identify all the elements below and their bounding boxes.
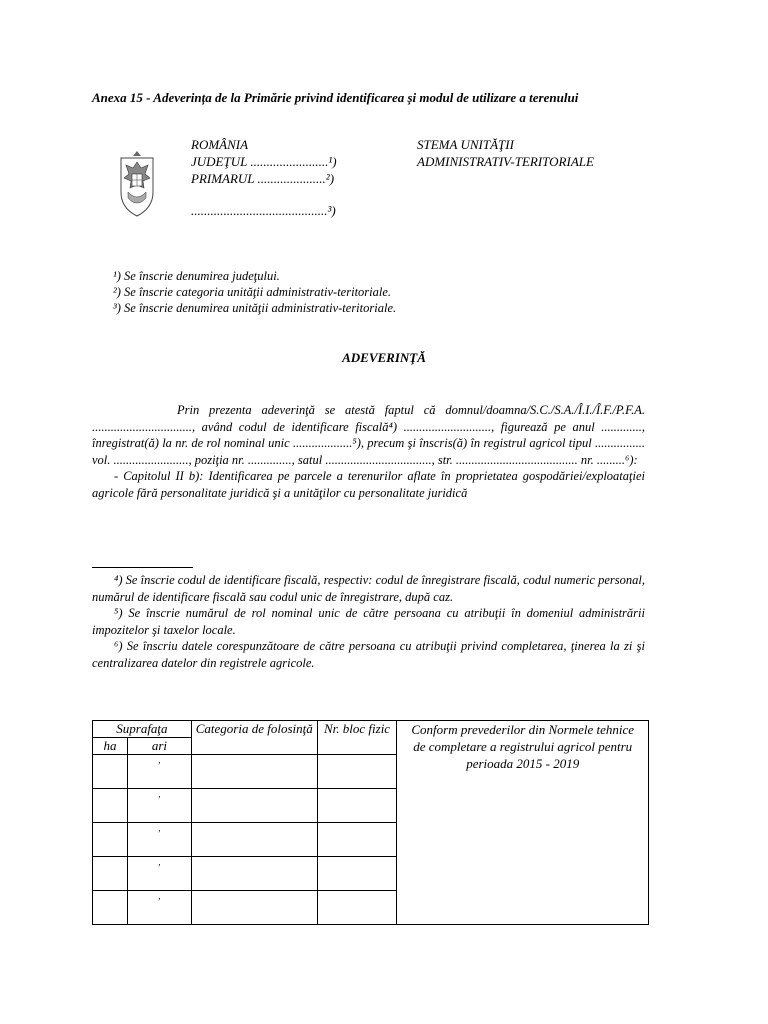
cell-ari: , bbox=[127, 789, 191, 823]
document-title: Anexa 15 - Adeverința de la Primărie privind identificarea și modul de utilizare a terenului bbox=[92, 90, 579, 105]
header-left bbox=[191, 136, 337, 219]
cell-categoria bbox=[191, 755, 317, 789]
cell-ari: , bbox=[127, 755, 191, 789]
header-categoria: Categoria de folosinţă bbox=[191, 721, 317, 755]
cell-ari: , bbox=[127, 891, 191, 925]
romania-coat-of-arms-icon bbox=[112, 148, 162, 220]
header-ari: ari bbox=[127, 738, 191, 755]
footnotes-top bbox=[113, 268, 396, 316]
header-judet: JUDEŢUL ........................¹) bbox=[191, 154, 337, 169]
cell-ha bbox=[93, 755, 128, 789]
cell-nr-bloc bbox=[317, 891, 397, 925]
cell-categoria bbox=[191, 891, 317, 925]
header-stema: STEMA UNITĂŢII bbox=[417, 137, 514, 152]
footnote-separator bbox=[92, 567, 193, 568]
body-text bbox=[92, 402, 645, 501]
cell-categoria bbox=[191, 823, 317, 857]
footnote-3: ³) Se înscrie denumirea unităţii administrativ-teritoriale. bbox=[113, 301, 397, 315]
header-unit: ..........................................³) bbox=[191, 203, 336, 218]
header-right bbox=[417, 136, 594, 170]
footnote-1: ¹) Se înscrie denumirea judeţului. bbox=[113, 269, 280, 283]
cell-nr-bloc bbox=[317, 789, 397, 823]
cell-categoria bbox=[191, 789, 317, 823]
parcel-table bbox=[92, 720, 649, 925]
footnote-6: ⁶) Se înscriu datele corespunzătoare de către persoana cu atribuţii privind completarea, ţinerea la zi şi centralizarea datelor din registrele agricole. bbox=[92, 639, 645, 670]
footnote-4: ⁴) Se înscrie codul de identificare fiscală, respectiv: codul de înregistrare fiscală, codul numeric personal, numărul de identificare fiscală sau codul unic de înregistrare, după caz. bbox=[92, 573, 645, 604]
footnote-5: ⁵) Se înscrie numărul de rol nominal unic de către persoana cu atribuţii în domeniul administrării impozitelor şi taxelor locale. bbox=[92, 606, 645, 637]
body-paragraph-1: Prin prezenta adeverinţă se atestă faptul că domnul/doamna/S.C./S.A./Î.I./Î.F./P.F.A. ................................, având codul de identificare fiscală⁴) ............................, figurează pe anul ............., înregistrat(ă) la nr. de rol nominal unic ...................⁵), precum şi înscris(ă) în registrul agricol tipul ................ vol. ........................, poziţia nr. .............., satul .................................., str. ....................................... nr. .........⁶): bbox=[92, 403, 645, 467]
cell-ha bbox=[93, 891, 128, 925]
footnote-2: ²) Se înscrie categoria unităţii administrativ-teritoriale. bbox=[113, 285, 392, 299]
cell-ha bbox=[93, 857, 128, 891]
header-ha: ha bbox=[93, 738, 128, 755]
cell-ari: , bbox=[127, 823, 191, 857]
header-admin: ADMINISTRATIV-TERITORIALE bbox=[417, 154, 594, 169]
header-nr-bloc: Nr. bloc fizic bbox=[317, 721, 397, 755]
header-conform: Conform prevederilor din Normele tehnice de completare a registrului agricol pentru perioada 2015 - 2019 bbox=[397, 721, 649, 925]
cell-nr-bloc bbox=[317, 857, 397, 891]
footnotes-bottom bbox=[92, 572, 645, 671]
body-paragraph-2: - Capitolul II b): Identificarea pe parcele a terenurilor aflate în proprietatea gospodăriei/exploataţiei agricole fără personalitate juridică şi a unităţilor cu personalitate juridică bbox=[92, 469, 645, 500]
cell-ha bbox=[93, 823, 128, 857]
cell-ha bbox=[93, 789, 128, 823]
header-primarul: PRIMARUL .....................²) bbox=[191, 171, 335, 186]
cell-ari: , bbox=[127, 857, 191, 891]
header-country: ROMÂNIA bbox=[191, 137, 249, 152]
header-suprafata: Suprafaţa bbox=[93, 721, 192, 738]
cell-categoria bbox=[191, 857, 317, 891]
cell-nr-bloc bbox=[317, 755, 397, 789]
document-heading: ADEVERINŢĂ bbox=[342, 350, 426, 365]
cell-nr-bloc bbox=[317, 823, 397, 857]
